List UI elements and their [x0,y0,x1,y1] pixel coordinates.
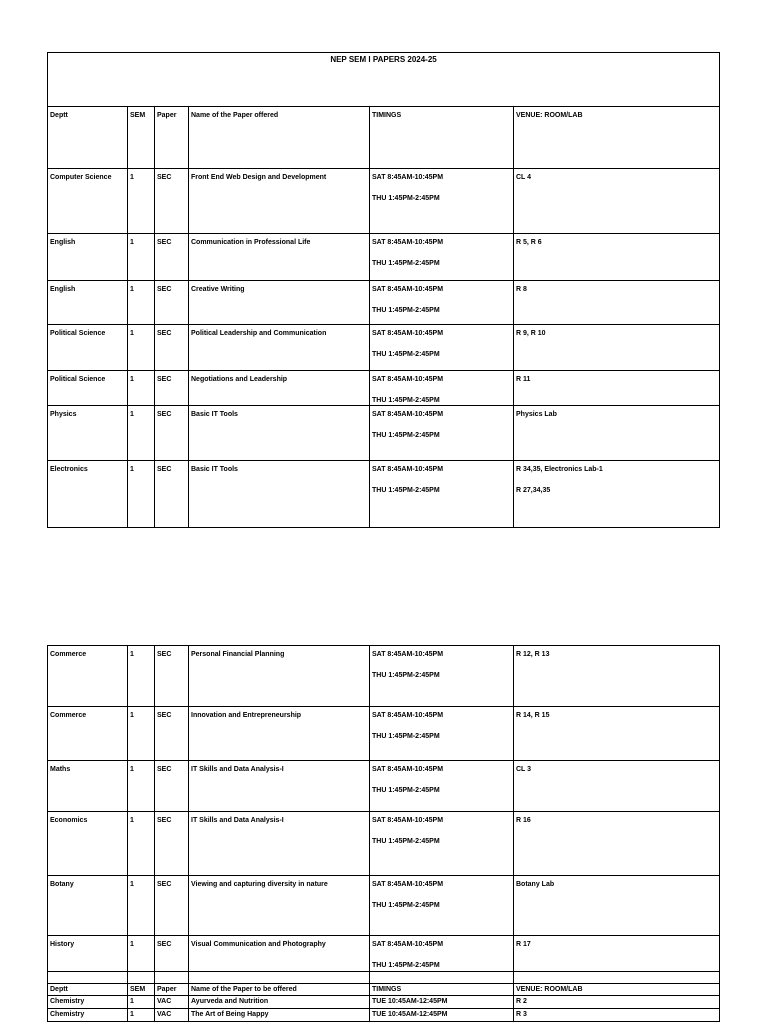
table-row [48,936,720,972]
papers-table-top [47,52,720,528]
paper-cell: SEC [155,325,189,371]
sem-cell: 1 [128,707,155,761]
venue-cell: R 16 [514,812,720,876]
paper-cell: SEC [155,646,189,707]
paper-cell: VAC [155,996,189,1009]
sem-cell: 1 [128,281,155,325]
timing-1: SAT 8:45AM-10:45PM [372,766,444,773]
venue-cell: R 5, R 6 [514,234,720,281]
venue-cell: CL 4 [514,169,720,234]
timing-2: THU 1:45PM-2:45PM [372,351,440,358]
table-row [48,461,720,528]
timing-2: THU 1:45PM-2:45PM [372,307,440,314]
name-cell: Political Leadership and Communication [189,325,370,371]
sem-cell: 1 [128,996,155,1009]
timings-cell [370,371,514,406]
venue-cell: CL 3 [514,761,720,812]
name-cell: Innovation and Entrepreneurship [189,707,370,761]
timing-1: SAT 8:45AM-10:45PM [372,411,444,418]
sem-cell: 1 [128,234,155,281]
header-name: Name of the Paper offered [189,107,370,169]
timing-2: THU 1:45PM-2:45PM [372,902,440,909]
paper-cell: SEC [155,406,189,461]
table-header-row [48,984,720,996]
venue-cell: R 12, R 13 [514,646,720,707]
paper-cell: SEC [155,936,189,972]
sem-cell: 1 [128,461,155,528]
timing-2: THU 1:45PM-2:45PM [372,195,440,202]
sem-cell: 1 [128,371,155,406]
sem-cell: 1 [128,406,155,461]
paper-cell: SEC [155,707,189,761]
venue-cell: R 8 [514,281,720,325]
header-sem: SEM [128,107,155,169]
venue-cell: R 11 [514,371,720,406]
name-cell: Negotiations and Leadership [189,371,370,406]
timing-2: THU 1:45PM-2:45PM [372,487,440,494]
table-header-row [48,107,720,169]
header-dept: Deptt [48,984,128,996]
sem-cell: 1 [128,325,155,371]
timing-2: THU 1:45PM-2:45PM [372,260,440,267]
timing-2: THU 1:45PM-2:45PM [372,962,440,969]
header-timings: TIMINGS [370,107,514,169]
timings-cell [370,406,514,461]
timing-2: THU 1:45PM-2:45PM [372,432,440,439]
timing-2: THU 1:45PM-2:45PM [372,733,440,740]
dept-cell: Botany [48,876,128,936]
header-timings: TIMINGS [370,984,514,996]
name-cell: Personal Financial Planning [189,646,370,707]
paper-cell: SEC [155,461,189,528]
venue-cell: R 2 [514,996,720,1009]
timing-1: SAT 8:45AM-10:45PM [372,941,444,948]
name-cell: Basic IT Tools [189,406,370,461]
table-row [48,234,720,281]
table-row [48,812,720,876]
timings-cell [370,325,514,371]
venue-cell: R 14, R 15 [514,707,720,761]
timings-cell [370,281,514,325]
timing-2: THU 1:45PM-2:45PM [372,787,440,794]
name-cell: IT Skills and Data Analysis-I [189,812,370,876]
dept-cell: Political Science [48,325,128,371]
paper-cell: SEC [155,281,189,325]
timing-2: THU 1:45PM-2:45PM [372,672,440,679]
sem-cell: 1 [128,812,155,876]
timing-1: SAT 8:45AM-10:45PM [372,712,444,719]
table-row [48,169,720,234]
table-row [48,325,720,371]
paper-cell: SEC [155,876,189,936]
timing-1: SAT 8:45AM-10:45PM [372,376,444,383]
dept-cell: English [48,234,128,281]
spacer-row [48,972,720,984]
name-cell: Basic IT Tools [189,461,370,528]
dept-cell: Electronics [48,461,128,528]
header-dept: Deptt [48,107,128,169]
table-row [48,996,720,1009]
venue-cell: R 3 [514,1009,720,1022]
table-row [48,876,720,936]
dept-cell: Chemistry [48,996,128,1009]
header-venue: VENUE: ROOM/LAB [514,984,720,996]
timings-cell [370,812,514,876]
timings-cell: TUE 10:45AM-12:45PM [370,1009,514,1022]
timing-2: THU 1:45PM-2:45PM [372,397,440,404]
venue-2: R 27,34,35 [516,487,551,494]
header-name: Name of the Paper to be offered [189,984,370,996]
dept-cell: Chemistry [48,1009,128,1022]
timings-cell [370,461,514,528]
venue-cell: R 9, R 10 [514,325,720,371]
venue-1: R 34,35, Electronics Lab-1 [516,466,603,473]
header-paper: Paper [155,107,189,169]
table-row [48,406,720,461]
sem-cell: 1 [128,761,155,812]
timings-cell [370,761,514,812]
dept-cell: Commerce [48,646,128,707]
header-sem: SEM [128,984,155,996]
timings-cell [370,936,514,972]
timing-1: SAT 8:45AM-10:45PM [372,881,444,888]
timing-1: SAT 8:45AM-10:45PM [372,651,444,658]
name-cell: Viewing and capturing diversity in nature [189,876,370,936]
timing-2: THU 1:45PM-2:45PM [372,838,440,845]
timings-cell: TUE 10:45AM-12:45PM [370,996,514,1009]
name-cell: The Art of Being Happy [189,1009,370,1022]
table-row [48,707,720,761]
table-title: NEP SEM I PAPERS 2024-25 [48,53,720,107]
timing-1: SAT 8:45AM-10:45PM [372,466,444,473]
dept-cell: Economics [48,812,128,876]
paper-cell: SEC [155,234,189,281]
table-row [48,371,720,406]
timings-cell [370,234,514,281]
timing-1: SAT 8:45AM-10:45PM [372,286,444,293]
name-cell: IT Skills and Data Analysis-I [189,761,370,812]
sem-cell: 1 [128,169,155,234]
timing-1: SAT 8:45AM-10:45PM [372,330,444,337]
timing-1: SAT 8:45AM-10:45PM [372,239,444,246]
timings-cell [370,876,514,936]
table-row [48,1009,720,1022]
table-row [48,646,720,707]
papers-table-bottom [47,645,720,1022]
header-venue: VENUE: ROOM/LAB [514,107,720,169]
paper-cell: SEC [155,371,189,406]
timing-1: SAT 8:45AM-10:45PM [372,174,444,181]
dept-cell: English [48,281,128,325]
venue-cell: R 17 [514,936,720,972]
paper-cell: VAC [155,1009,189,1022]
timings-cell [370,646,514,707]
venue-cell [514,461,720,528]
name-cell: Communication in Professional Life [189,234,370,281]
venue-cell: Physics Lab [514,406,720,461]
name-cell: Front End Web Design and Development [189,169,370,234]
sem-cell: 1 [128,646,155,707]
timings-cell [370,169,514,234]
dept-cell: Political Science [48,371,128,406]
header-paper: Paper [155,984,189,996]
table-row [48,761,720,812]
name-cell: Creative Writing [189,281,370,325]
paper-cell: SEC [155,169,189,234]
paper-cell: SEC [155,812,189,876]
timings-cell [370,707,514,761]
timing-1: SAT 8:45AM-10:45PM [372,817,444,824]
name-cell: Ayurveda and Nutrition [189,996,370,1009]
sem-cell: 1 [128,1009,155,1022]
dept-cell: Commerce [48,707,128,761]
paper-cell: SEC [155,761,189,812]
sem-cell: 1 [128,876,155,936]
venue-cell: Botany Lab [514,876,720,936]
sem-cell: 1 [128,936,155,972]
dept-cell: History [48,936,128,972]
table-row [48,281,720,325]
dept-cell: Physics [48,406,128,461]
dept-cell: Computer Science [48,169,128,234]
dept-cell: Maths [48,761,128,812]
name-cell: Visual Communication and Photography [189,936,370,972]
